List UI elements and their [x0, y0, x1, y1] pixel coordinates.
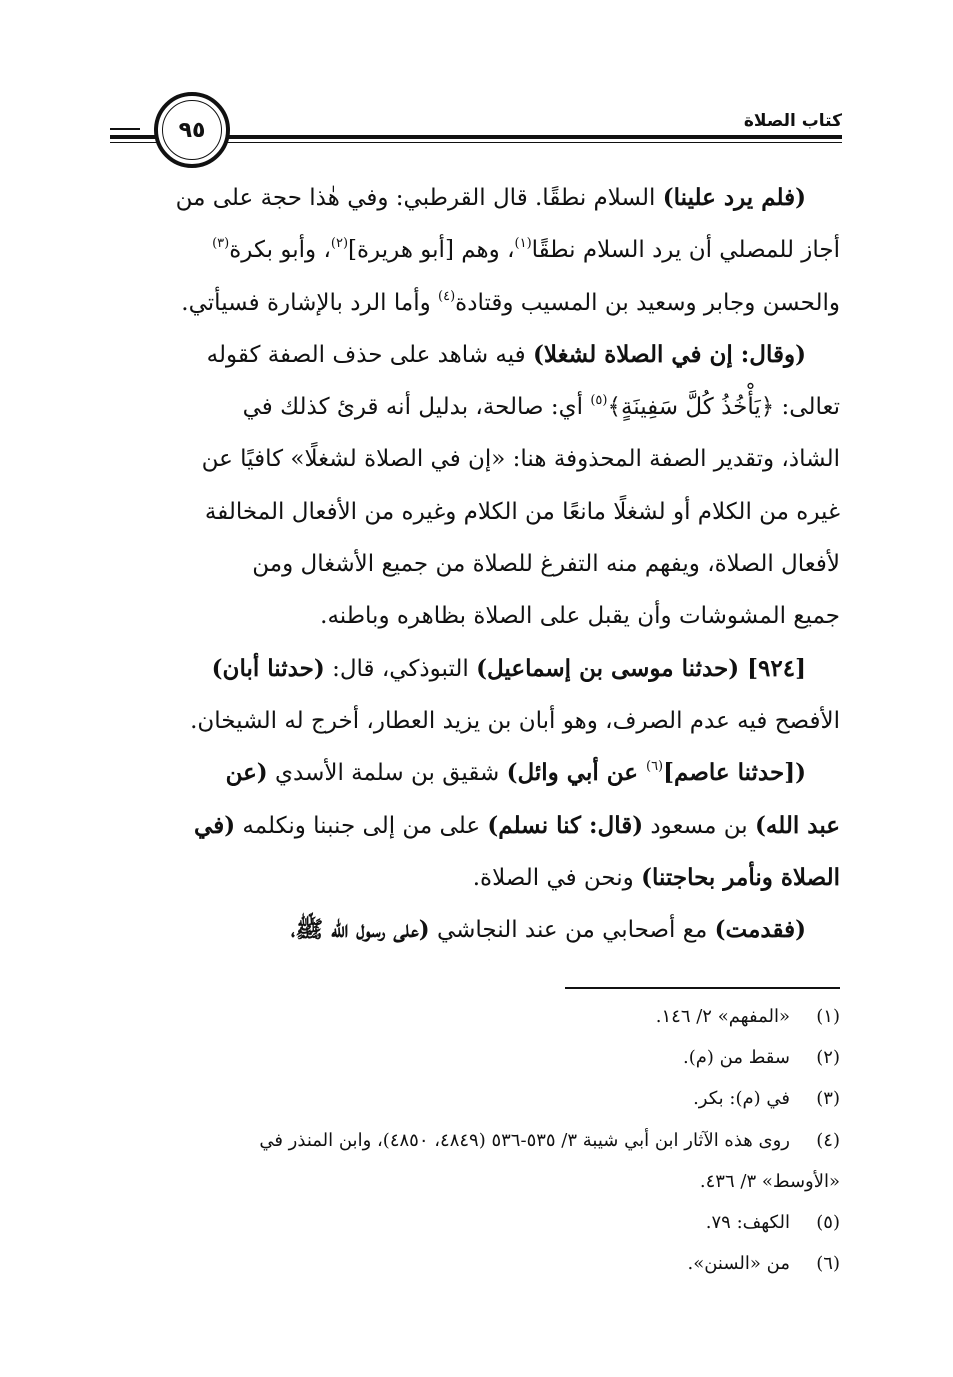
footnote-text: «المفهم» ٢/ ١٤٦.	[655, 1006, 790, 1027]
text-line	[112, 852, 840, 904]
header-rule-short	[110, 128, 140, 130]
text-line	[112, 329, 840, 381]
text-line	[112, 433, 840, 485]
text-line	[112, 904, 840, 956]
text-line	[112, 486, 840, 538]
bold-quote: (على رسول الله ﷺ،	[290, 916, 430, 944]
footnotes	[108, 996, 840, 1284]
footnote-separator	[565, 987, 840, 989]
footnote	[108, 996, 840, 1037]
text-run: الشاذ، وتقدير الصفة المحذوفة هنا: «إن في الصلاة لشغلًا» كافيًا عن	[201, 446, 840, 473]
footnote-number: (٣)	[816, 1088, 840, 1110]
footnote-ref: (١)	[514, 236, 532, 252]
text-line	[112, 590, 840, 642]
paragraph	[112, 329, 840, 643]
bold-quote: (قال: كنا نسلم)	[487, 811, 644, 839]
text-line	[112, 277, 840, 329]
footnote	[108, 1243, 840, 1284]
footnote-number: (٥)	[816, 1212, 840, 1234]
text-line	[112, 538, 840, 590]
footnote-text: في (م): بكر.	[693, 1088, 790, 1110]
text-run: على من إلى جنبنا ونكلمه	[235, 812, 488, 839]
bold-quote: (في	[194, 811, 236, 839]
footnote	[108, 1037, 840, 1078]
footnote	[108, 1120, 840, 1202]
footnote-ref: (٥)	[590, 393, 608, 409]
page-number: ٩٥	[178, 117, 206, 143]
bold-quote: (وقال: إن في الصلاة لشغلا)	[532, 340, 806, 368]
footnote	[108, 1078, 840, 1119]
text-run: مع أصحابي من عند النجاشي	[429, 917, 715, 944]
bold-quote: (فقدمت)	[714, 916, 806, 944]
footnote-text: الكهف: ٧٩.	[705, 1212, 790, 1234]
footnote-ref: (٣)	[212, 236, 230, 252]
text-run: لأفعال الصلاة، ويفهم منه التفرغ للصلاة من جميع الأشغال ومن	[252, 551, 840, 578]
paragraph	[112, 643, 840, 748]
text-line	[112, 695, 840, 747]
text-line	[112, 643, 840, 695]
bold-quote: عن أبي وائل)	[506, 759, 646, 787]
footnote-text: روى هذه الآثار ابن أبي شيبة ٣/ ٥٣٥-٥٣٦ (٤٨٤٩، ٤٨٥٠)، وابن المنذر في	[259, 1129, 790, 1151]
bold-quote: [٩٢٤] (حدثنا موسى بن إسماعيل)	[476, 654, 806, 682]
text-line	[112, 224, 840, 276]
footnote-ref: (٦)	[645, 759, 664, 775]
paragraph	[112, 904, 840, 956]
text-run: ، وأبو بكرة	[229, 237, 331, 264]
footnote-number: (٢)	[816, 1047, 840, 1069]
text-run: أي: صالحة، بدليل أنه قرئ كذلك في	[242, 394, 591, 421]
text-run: فيه شاهد على حذف الصفة كقوله	[206, 341, 533, 368]
text-run: جميع المشوشات وأن يقبل على الصلاة بظاهره وباطنه.	[320, 603, 840, 630]
text-run: وأما الرد بالإشارة فسيأتي.	[181, 289, 439, 316]
footnote-number: (١)	[816, 1006, 840, 1027]
page-number-badge	[154, 92, 230, 168]
footnote-ref: (٤)	[438, 288, 456, 304]
text-run: الأفصح فيه عدم الصرف، وهو أبان بن يزيد العطار، أخرج له الشيخان.	[190, 707, 840, 734]
footnote-text: «الأوسط» ٣/ ٤٣٦.	[699, 1170, 840, 1192]
bold-quote: (عن	[225, 759, 268, 787]
bold-quote: عبد الله)	[755, 811, 840, 839]
footnote-number: (٦)	[816, 1253, 840, 1275]
text-line	[112, 800, 840, 852]
main-text	[112, 172, 840, 956]
text-line	[112, 381, 840, 433]
text-run: والحسن وجابر وسعيد بن المسيب وقتادة	[455, 289, 840, 316]
text-run: شقيق بن سلمة الأسدي	[267, 760, 507, 787]
bold-quote: ([حدثنا عاصم]	[663, 759, 806, 787]
text-run: غيره من الكلام أو لشغلًا مانعًا من الكلام وغيره من الأفعال المخالفة	[204, 498, 840, 525]
text-run: التبوذكي، قال:	[324, 655, 477, 682]
footnote-ref: (٢)	[330, 236, 349, 252]
text-run: السلام نطقًا. قال القرطبي: وفي هٰذا حجة على من	[175, 185, 663, 211]
paragraph	[112, 747, 840, 904]
text-run: بن مسعود	[643, 812, 756, 839]
page-header	[110, 92, 842, 172]
footnote-text: سقط من (م).	[683, 1047, 790, 1069]
bold-quote: الصلاة ونأمر بحاجتنا)	[641, 863, 840, 891]
bold-quote: (فلم يرد علينا)	[662, 184, 806, 211]
footnote-number: (٤)	[816, 1129, 840, 1151]
text-line	[112, 747, 840, 799]
text-run: ، وهم [أبو هريرة]	[348, 237, 515, 264]
footnote-text: من «السنن».	[687, 1253, 790, 1275]
paragraph	[112, 172, 840, 329]
bold-quote: (حدثنا أبان)	[211, 654, 325, 682]
footnote	[108, 1202, 840, 1243]
text-run: ونحن في الصلاة.	[472, 864, 642, 891]
text-run: أجاز للمصلي أن يرد السلام نطقًا	[531, 237, 840, 264]
running-title: كتاب الصلاة	[736, 110, 842, 132]
text-line	[112, 172, 840, 224]
text-run: تعالى: ﴿يَأْخُذُ كُلَّ سَفِينَةٍ﴾	[607, 394, 840, 421]
